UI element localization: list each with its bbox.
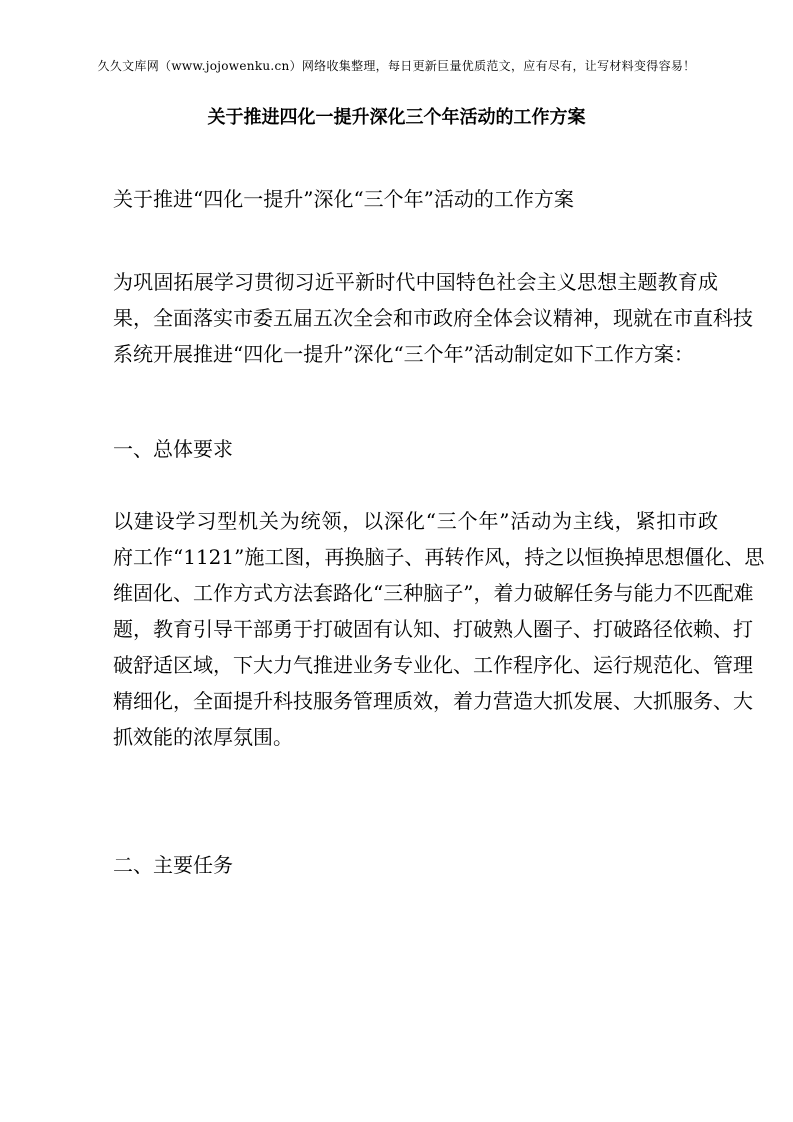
document-subtitle: 关于推进“四化一提升”深化“三个年”活动的工作方案	[113, 187, 574, 211]
paragraph-line: 题，教育引导干部勇于打破固有认知、打破熟人圈子、打破路径依赖、打	[113, 617, 753, 641]
section-heading-main-tasks: 二、主要任务	[113, 853, 233, 877]
paragraph-line: 府工作“1121”施工图，再换脑子、再转作风，持之以恒换掉思想僵化、思	[113, 545, 765, 569]
paragraph-line: 抓效能的浓厚氛围。	[113, 725, 293, 749]
intro-paragraph	[113, 264, 753, 372]
paragraph-line: 系统开展推进“四化一提升”深化“三个年”活动制定如下工作方案：	[113, 342, 694, 366]
header-note: 久久文库网（www.jojowenku.cn）网络收集整理，每日更新巨量优质范文，应有尽有，让写材料变得容易！	[97, 59, 696, 73]
paragraph-line: 维固化、工作方式方法套路化“三种脑子”，着力破解任务与能力不匹配难	[113, 581, 754, 605]
page-title: 关于推进四化一提升深化三个年活动的工作方案	[207, 107, 586, 128]
paragraph-line: 为巩固拓展学习贯彻习近平新时代中国特色社会主义思想主题教育成	[113, 270, 718, 294]
paragraph-line: 以建设学习型机关为统领，以深化“三个年”活动为主线，紧扣市政	[113, 509, 718, 533]
paragraph-line: 果，全面落实市委五届五次全会和市政府全体会议精神，现就在市直科技	[113, 306, 753, 330]
general-requirements-paragraph	[113, 503, 765, 755]
paragraph-line: 精细化，全面提升科技服务管理质效，着力营造大抓发展、大抓服务、大	[113, 689, 753, 713]
paragraph-line: 破舒适区域，下大力气推进业务专业化、工作程序化、运行规范化、管理	[113, 653, 753, 677]
section-heading-general-requirements: 一、总体要求	[113, 437, 233, 461]
